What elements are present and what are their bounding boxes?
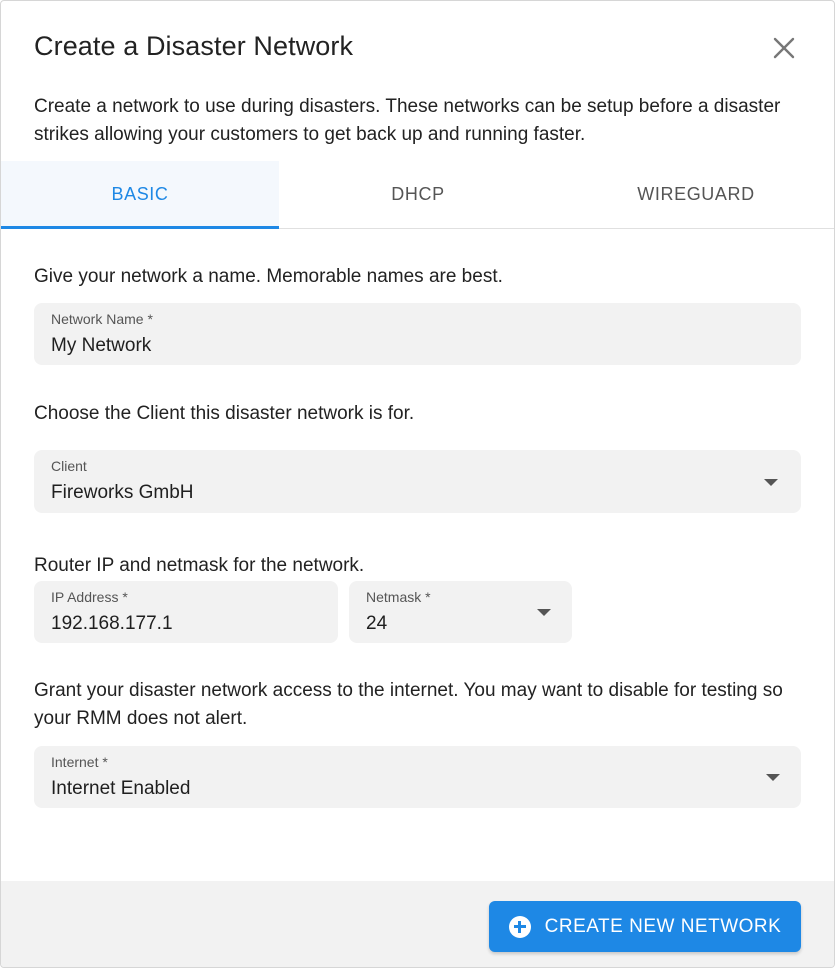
network-name-label: Network Name * <box>51 311 153 327</box>
network-name-field[interactable] <box>34 303 801 365</box>
ip-address-label: IP Address * <box>51 589 128 605</box>
tab-wireguard[interactable]: WIREGUARD <box>637 184 755 204</box>
create-network-button[interactable] <box>489 901 801 952</box>
close-icon <box>773 37 795 59</box>
chevron-down-icon <box>766 774 780 781</box>
client-label: Client <box>51 458 87 474</box>
tab-bar <box>1 161 835 229</box>
tab-basic[interactable]: BASIC <box>1 161 279 228</box>
client-prompt: Choose the Client this disaster network is for. <box>34 403 415 424</box>
ip-address-field[interactable] <box>34 581 338 643</box>
network-name-value[interactable]: My Network <box>51 335 152 356</box>
dialog-title: Create a Disaster Network <box>34 31 354 61</box>
close-button[interactable] <box>769 33 799 63</box>
ip-address-value[interactable]: 192.168.177.1 <box>51 613 173 634</box>
netmask-select[interactable] <box>349 581 572 643</box>
internet-value: Internet Enabled <box>51 778 191 799</box>
chevron-down-icon <box>764 479 778 486</box>
chevron-down-icon <box>537 609 551 616</box>
dialog-description: Create a network to use during disasters. These networks can be setup before a disaster strikes allowing your customers to get back up and running faster. <box>34 96 781 145</box>
tab-dhcp[interactable]: DHCP <box>391 184 445 204</box>
client-value: Fireworks GmbH <box>51 482 194 503</box>
router-prompt: Router IP and netmask for the network. <box>34 555 365 576</box>
internet-label: Internet * <box>51 754 108 770</box>
plus-circle-icon <box>509 916 531 938</box>
netmask-value: 24 <box>366 613 388 634</box>
name-prompt: Give your network a name. Memorable names are best. <box>34 266 503 287</box>
create-network-label: CREATE NEW NETWORK <box>544 915 782 937</box>
internet-prompt: Grant your disaster network access to the internet. You may want to disable for testing so your RMM does not alert. <box>34 680 783 729</box>
netmask-label: Netmask * <box>366 589 431 605</box>
client-select[interactable] <box>34 450 801 513</box>
internet-select[interactable] <box>34 746 801 808</box>
